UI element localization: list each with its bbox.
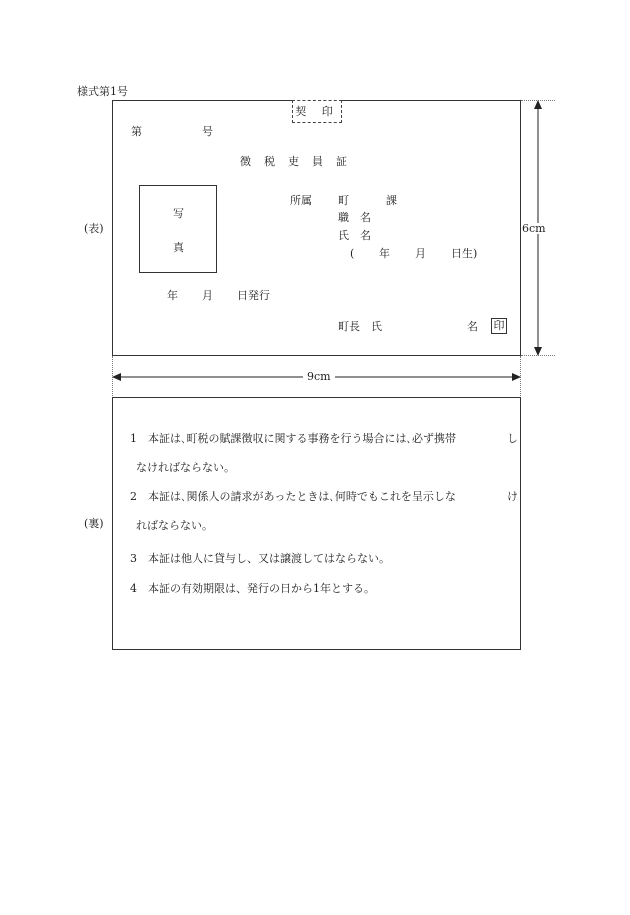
issue-year-label: 年	[167, 289, 178, 302]
tally-stamp-box	[292, 100, 342, 123]
mayor-name-suffix: 名	[467, 320, 478, 333]
birth-date-open: (	[350, 247, 355, 260]
photo-label-line2: 真	[173, 241, 184, 254]
birth-year-label: 年	[379, 247, 390, 260]
front-card	[112, 100, 521, 356]
width-dimension-label: 9cm	[303, 371, 335, 382]
tally-stamp-label: 契 印	[295, 105, 339, 118]
job-title-label: 職 名	[338, 211, 371, 224]
certificate-number-prefix: 第	[131, 125, 142, 138]
height-dimension-label: 6cm	[522, 222, 546, 235]
form-label: 様式第1号	[77, 85, 128, 98]
issue-day-label: 日発行	[237, 289, 270, 302]
name-label: 氏 名	[338, 229, 371, 242]
photo-label-line1: 写	[173, 207, 184, 220]
certificate-number-suffix: 号	[202, 125, 213, 138]
seal-label: 印	[493, 319, 505, 332]
note-4: 4 本証の有効期限は、発行の日から1年とする。	[130, 582, 375, 595]
note-1-line-1: 1 本証は､町税の賦課徴収に関する事務を行う場合には､必ず携帯	[130, 432, 456, 445]
affiliation-town: 町	[338, 194, 349, 207]
birth-month-label: 月	[415, 247, 426, 260]
affiliation-section: 課	[386, 194, 397, 207]
birth-day-label: 日生)	[451, 247, 478, 260]
affiliation-label: 所属	[290, 194, 312, 207]
note-2-trailing: け	[507, 490, 518, 503]
note-1-line-2: なければならない。	[136, 461, 235, 474]
issue-month-label: 月	[202, 289, 213, 302]
mayor-label: 町長 氏	[338, 320, 382, 333]
photo-box	[139, 185, 217, 273]
front-side-label: (表)	[84, 222, 104, 235]
certificate-title: 徴 税 吏 員 証	[240, 155, 348, 168]
seal-box	[491, 318, 507, 334]
note-3: 3 本証は他人に貸与し、又は譲渡してはならない。	[130, 552, 390, 565]
note-2-line-1: 2 本証は､関係人の請求があったときは､何時でもこれを呈示しな	[130, 490, 456, 503]
back-card	[112, 397, 521, 650]
back-side-label: (裏)	[84, 517, 104, 530]
note-2-line-2: ればならない。	[136, 519, 213, 532]
note-1-trailing: し	[507, 432, 518, 445]
